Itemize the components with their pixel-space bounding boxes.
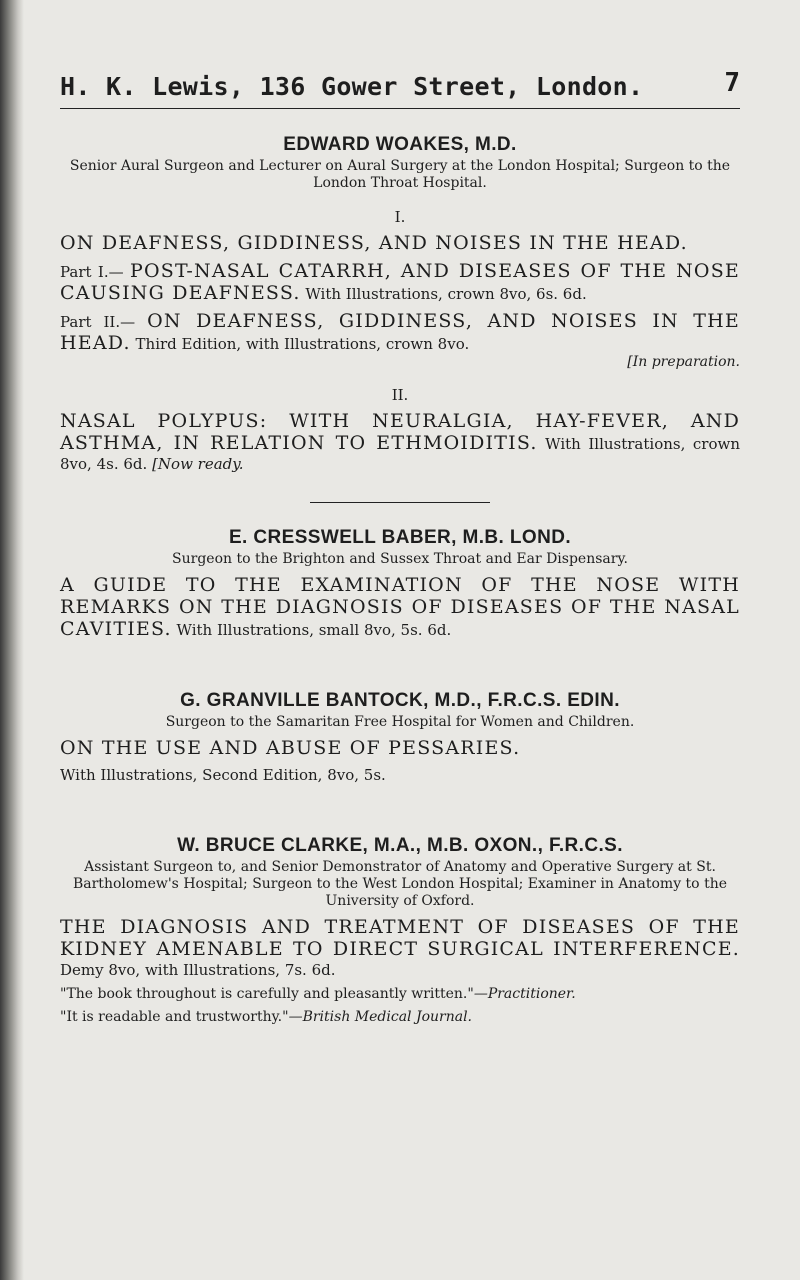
author-baber: E. CRESSWELL BABER, M.B. LOND. <box>228 527 572 548</box>
entry-pessaries-detail: With Illustrations, Second Edition, 8vo, 5s. <box>60 766 386 784</box>
affiliation-bantock: Surgeon to the Samaritan Free Hospital for Women and Children. <box>165 714 635 730</box>
page-number: 7 <box>724 68 740 98</box>
quote-source: —British Medical Journal. <box>288 1009 473 1025</box>
entry-part-1 <box>60 260 740 304</box>
page-binding-shadow <box>0 0 24 1280</box>
part-label: Part I.— <box>60 263 124 281</box>
part-detail: Third Edition, with Illustrations, crown 8vo. <box>135 335 470 353</box>
part-label: Part II.— <box>60 313 136 331</box>
quote-source: —Practitioner. <box>473 986 576 1002</box>
entry-title: NASAL POLYPUS: WITH NEURALGIA, HAY-FEVER, AND ASTHMA, IN RELATION TO ETHMOIDITIS. <box>60 410 740 454</box>
part-title: POST-NASAL CATARRH, AND DISEASES OF THE NOSE CAUSING DEAFNESS. <box>60 260 740 304</box>
catalogue-page <box>60 64 740 1026</box>
review-quote-2 <box>60 1009 740 1026</box>
review-quote-1 <box>60 986 740 1003</box>
author-woakes: EDWARD WOAKES, M.D. <box>283 134 517 155</box>
affiliation-clarke: Assistant Surgeon to, and Senior Demonstrator of Anatomy and Operative Surgery at St. Bartholomew's Hospital; Surgeon to the West London Hospital; Examiner in Anatomy to the University of Oxford. <box>72 859 727 909</box>
entry-title: A GUIDE TO THE EXAMINATION OF THE NOSE WITH REMARKS ON THE DIAGNOSIS OF DISEASES OF THE NASAL CAVITIES. <box>60 574 740 640</box>
affiliation-woakes: Senior Aural Surgeon and Lecturer on Aural Surgery at the London Hospital; Surgeon to the London Throat Hospital. <box>69 158 731 191</box>
header-title: H. K. Lewis, 136 Gower Street, London. <box>60 72 644 101</box>
entry-detail: With Illustrations, crown 8vo, 4s. 6d. <box>60 435 740 473</box>
affiliation-baber: Surgeon to the Brighton and Sussex Throat and Ear Dispensary. <box>172 551 628 567</box>
entry-title: ON DEAFNESS, GIDDINESS, AND NOISES IN THE HEAD. <box>60 232 688 254</box>
status-now-ready: [Now ready. <box>152 455 244 473</box>
author-bantock: G. GRANVILLE BANTOCK, M.D., F.R.C.S. EDIN. <box>180 690 620 711</box>
quote-text: "The book throughout is carefully and pleasantly written." <box>60 986 474 1002</box>
author-clarke: W. BRUCE CLARKE, M.A., M.B. OXON., F.R.C.S. <box>177 835 623 856</box>
entry-pessaries <box>60 737 740 759</box>
entry-title: ON THE USE AND ABUSE OF PESSARIES. <box>60 737 521 759</box>
entry-part-2 <box>60 310 740 354</box>
running-header <box>60 64 740 110</box>
entry-nose-guide <box>60 574 740 640</box>
entry-title: THE DIAGNOSIS AND TREATMENT OF DISEASES OF THE KIDNEY AMENABLE TO DIRECT SURGICAL INTERFERENCE. <box>60 916 740 960</box>
section-divider <box>310 502 490 503</box>
header-rule <box>60 108 740 109</box>
entry-nasal-polypus <box>60 410 740 474</box>
work-number-1: I. <box>394 208 406 226</box>
work-number-2: II. <box>391 386 409 404</box>
quote-text: "It is readable and trustworthy." <box>60 1009 289 1025</box>
part-detail: With Illustrations, crown 8vo, 6s. 6d. <box>305 285 587 303</box>
part-title: ON DEAFNESS, GIDDINESS, AND NOISES IN THE HEAD. <box>60 310 740 354</box>
entry-deafness <box>60 232 740 254</box>
entry-kidney <box>60 916 740 980</box>
status-in-preparation: [In preparation. <box>627 354 740 370</box>
entry-detail: Demy 8vo, with Illustrations, 7s. 6d. <box>60 961 336 979</box>
entry-detail: With Illustrations, small 8vo, 5s. 6d. <box>176 621 452 639</box>
